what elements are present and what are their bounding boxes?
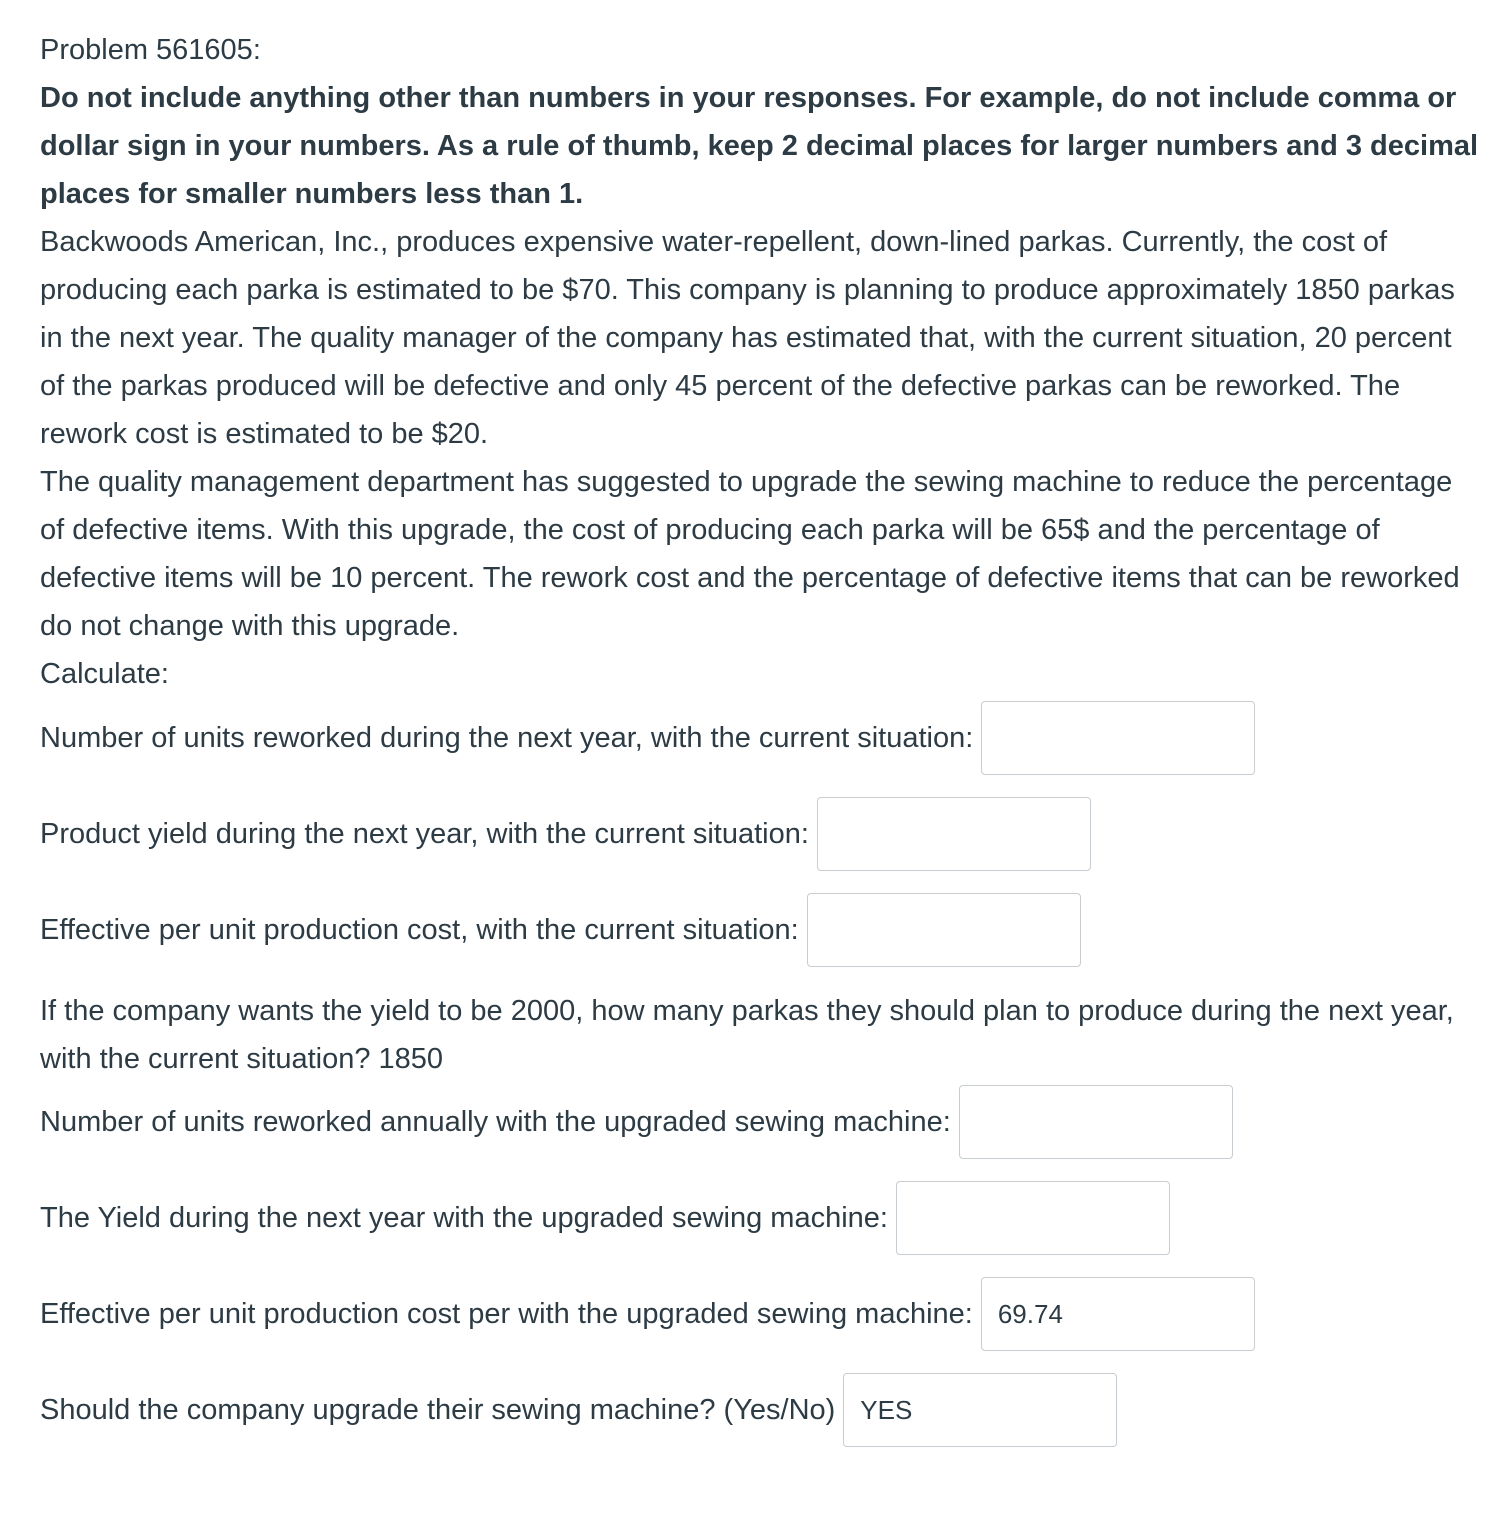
problem-heading: Problem 561605: <box>40 34 261 66</box>
question-row-yield-current <box>40 797 1091 871</box>
problem-statement <box>40 26 1480 698</box>
question-label: Should the company upgrade their sewing machine? (Yes/No) <box>40 1393 836 1426</box>
question-label: Effective per unit production cost per with the upgraded sewing machine: <box>40 1297 973 1330</box>
question-row-units-reworked-current <box>40 701 1255 775</box>
question-row-units-reworked-upgraded <box>40 1085 1233 1159</box>
instructions-text: Do not include anything other than numbers in your responses. For example, do not include comma or dollar sign in your numbers. As a rule of thumb, keep 2 decimal places for larger numbers and 3 decimal places for smaller numbers less than 1. <box>40 82 1479 210</box>
answer-input-cost-upgraded[interactable] <box>981 1277 1255 1351</box>
question-row-cost-current <box>40 893 1081 967</box>
answer-input-yield-upgraded[interactable] <box>896 1181 1170 1255</box>
question-row-cost-upgraded <box>40 1277 1255 1351</box>
answer-input-should-upgrade[interactable] <box>843 1373 1117 1447</box>
question-label: Number of units reworked during the next year, with the current situation: <box>40 721 974 754</box>
answer-input-units-reworked-upgraded[interactable] <box>959 1085 1233 1159</box>
problem-paragraph-1: Backwoods American, Inc., produces expensive water-repellent, down-lined parkas. Currently, the cost of producing each parka is estimated to be $70. This company is planning to produce approximately 1850 parkas in the next year. The quality manager of the company has estimated that, with the current situation, 20 percent of the parkas produced will be defective and only 45 percent of the defective parkas can be reworked. The rework cost is estimated to be $20. <box>40 226 1455 450</box>
answer-input-yield-current[interactable] <box>817 797 1091 871</box>
question-row-yield-upgraded <box>40 1181 1170 1255</box>
question-label: The Yield during the next year with the upgraded sewing machine: <box>40 1201 888 1234</box>
question-label: Product yield during the next year, with the current situation: <box>40 817 809 850</box>
question-text-planned-production: If the company wants the yield to be 2000, how many parkas they should plan to produce during the next year, with the current situation? 1850 <box>40 995 1454 1075</box>
problem-paragraph-2: The quality management department has suggested to upgrade the sewing machine to reduce the percentage of defective items. With this upgrade, the cost of producing each parka will be 65$ and the percentage of defective items will be 10 percent. The rework cost and the percentage of defective items that can be reworked do not change with this upgrade. <box>40 466 1460 642</box>
answer-input-units-reworked-current[interactable] <box>981 701 1255 775</box>
question-label: Number of units reworked annually with the upgraded sewing machine: <box>40 1105 951 1138</box>
question-label: Effective per unit production cost, with the current situation: <box>40 913 799 946</box>
answer-input-cost-current[interactable] <box>807 893 1081 967</box>
question-row-should-upgrade <box>40 1373 1117 1447</box>
calculate-label: Calculate: <box>40 658 169 690</box>
